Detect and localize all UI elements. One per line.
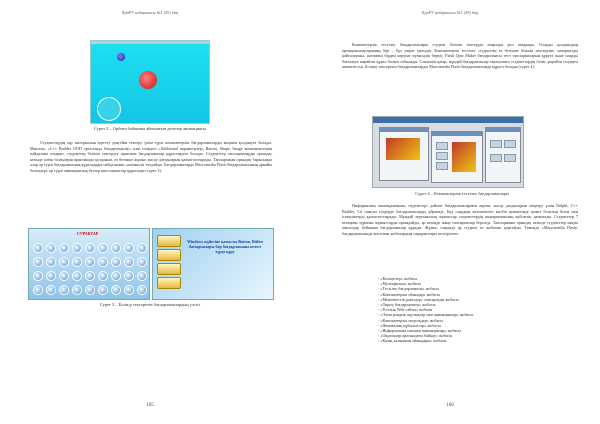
list-item: - «Тестілеу бағдарламасы» жобасы bbox=[378, 286, 578, 291]
menu-bar bbox=[373, 117, 523, 123]
project-list bbox=[378, 276, 578, 344]
control-button[interactable] bbox=[157, 277, 181, 289]
orbit-animation-figure bbox=[90, 40, 210, 124]
orbit-ring-shape bbox=[97, 97, 121, 121]
right-paragraph-1 bbox=[342, 42, 578, 70]
windows-panel-text: Windows жүйесіне қатысты Button, Bitbtn батырмалары бар бағдарламаны келесі түрде құру bbox=[187, 239, 263, 254]
quiz-button[interactable] bbox=[111, 243, 121, 253]
page-number: 166 bbox=[446, 403, 454, 408]
option-button[interactable] bbox=[490, 140, 502, 148]
quiz-button[interactable] bbox=[124, 271, 134, 281]
right-paragraph-2 bbox=[342, 203, 578, 237]
list-item: - «Компьютерлік модельдер» жобасы bbox=[378, 318, 578, 323]
quiz-button[interactable] bbox=[137, 271, 147, 281]
quiz-panel bbox=[28, 228, 150, 300]
quiz-button[interactable] bbox=[46, 271, 56, 281]
list-item: - «Оқушылар арасындағы байқау» жобасы bbox=[378, 333, 578, 338]
running-head: ҚазҰУ хабаршысы №1 (59) бақ bbox=[422, 10, 478, 15]
right-paragraph-1-text: Компьютерлік тестілеу бағдарламалары студент білімін тексеруде маңызды рөл атқарады. Оларды қолданудың артықшылықтарының бірі – бұл уақыт үнемдеу. Компьютерлік тестілеу студенттің өз бетінше білімін тексеруіне, материалды қайталауына, нәтижені бірден көруіне мүмкіндік береді. Flash Quiz Maker бағдарламасы тест тапсырмаларын құруға және оларды бағалауға ыңғайлы құрал болып табылады. Сонымен қатар, мұндай бағдарламалар оқытушыға студенттердің білім деңгейін талдауға көмектеседі. Білімді тексеретін бағдарламаларды Macromedia Flash бағдарламасында құруға болады (сурет 4). bbox=[342, 42, 578, 70]
list-item: - «Оқыту бағдарламасы» жобасы bbox=[378, 302, 578, 307]
quiz-button[interactable] bbox=[72, 257, 82, 267]
quiz-button[interactable] bbox=[124, 257, 134, 267]
option-button[interactable] bbox=[504, 154, 516, 162]
planet-shape bbox=[117, 53, 125, 61]
quiz-button[interactable] bbox=[124, 285, 134, 295]
quiz-button[interactable] bbox=[46, 243, 56, 253]
figure-4-caption: Сурет 4 – Компьютерлік тестілеу бағдарламалары bbox=[415, 191, 509, 196]
app-window bbox=[485, 127, 521, 183]
quiz-button[interactable] bbox=[46, 285, 56, 295]
running-head: ҚазҰУ хабаршысы №1 (59) бақ bbox=[122, 10, 178, 15]
quiz-button[interactable] bbox=[85, 285, 95, 295]
windows-controls-panel bbox=[152, 228, 274, 300]
control-button[interactable] bbox=[157, 235, 181, 247]
quiz-button[interactable] bbox=[33, 257, 43, 267]
right-paragraph-2-text: Информатика мамандығының студенттері дәйекті бағдарламалармен жұмыс жасау дағдыларын меңгеру үшін Delphi, C++ Builder, C# сияқты тілдерде бағдарламалауды үйренеді. Бұл олардың келешектегі кәсіби қызметінде қажет болатын білім мен іскерліктерді қалыптастырады. Мұндай зертханалық жұмыстар студенттердің шығармашылық қабілетін дамытады. Студенттер 7 кезеңнен тұратын жұмыстарды орындайды, әр кезеңде жаңа тапсырмалар беріледі. Тапсырманы орындау кезінде студенттер нақты мысалдар бойынша бағдарламалар құрады. Жұмыс соңында әр студент өз жобасын қорғайды. Төменде «Macromedia Flash» бағдарламасында жасалған жобалардың тақырыптары келтірілген: bbox=[342, 203, 578, 236]
quiz-button[interactable] bbox=[98, 271, 108, 281]
list-item: - «Электрондық оқулықтар мен анимациялар» жобасы bbox=[378, 312, 578, 317]
list-item: - «Қазақ халқының ойындары» жобасы bbox=[378, 338, 578, 343]
window-titlebar bbox=[91, 41, 209, 44]
list-item: - «Мемлекеттік рәміздер» электронды жобасы bbox=[378, 297, 578, 302]
option-button[interactable] bbox=[504, 140, 516, 148]
quiz-button-row bbox=[33, 285, 147, 295]
quiz-button[interactable] bbox=[33, 271, 43, 281]
quiz-button[interactable] bbox=[98, 285, 108, 295]
quiz-button[interactable] bbox=[72, 243, 82, 253]
quiz-button[interactable] bbox=[46, 257, 56, 267]
window-image bbox=[452, 142, 476, 172]
list-item: - «Мультфильм» жобасы bbox=[378, 281, 578, 286]
quiz-button[interactable] bbox=[124, 243, 134, 253]
quiz-button[interactable] bbox=[137, 243, 147, 253]
quiz-button[interactable] bbox=[137, 285, 147, 295]
right-page bbox=[300, 0, 600, 424]
list-item: - «Кольцелер» жобасы bbox=[378, 276, 578, 281]
quiz-button[interactable] bbox=[98, 257, 108, 267]
quiz-button-row bbox=[33, 257, 147, 267]
quiz-button[interactable] bbox=[111, 271, 121, 281]
app-window-header bbox=[432, 132, 482, 136]
control-button[interactable] bbox=[157, 263, 181, 275]
list-item: - «Компьютерлік ойындар» жобасы bbox=[378, 292, 578, 297]
window-image bbox=[386, 138, 420, 160]
quiz-button[interactable] bbox=[98, 243, 108, 253]
app-window bbox=[431, 131, 483, 183]
quiz-button-row bbox=[33, 271, 147, 281]
quiz-button-row bbox=[33, 243, 147, 253]
left-paragraph-text: Студенттердің оқу материалын зерттеу деңгейін тексеру үшін түрлі компьютерлік бағдарламаларды кеңінен қолдануға болады. Мысалы, «С++ Builder ООП ортасында бағдарламалау» пәні ішіндегі «Additional параметрлер» Button, Shape, Image компоненттерін пайдалана отырып, студенттер біліміп тексеруге арналған бағдарламалар құрастыруға болады. Студенттер тапсырмаларды орындау кезінде алған білімдерін практикада қолданып, өз бетінше жұмыс жасау дағдыларын қалыптастырады. Тапсырманы орындау барысында олар әр түрлі бағдарламалық құралдарды пайдаланып, нәтижесін талдайды. Бағдарламаларда Macromedia Flash бағдарламасының арнайы бөлімдері, әр түрлі анимациялық беттер мен сыныптар құрылады (сурет 3). bbox=[30, 140, 272, 173]
option-button[interactable] bbox=[490, 154, 502, 162]
quiz-button[interactable] bbox=[111, 285, 121, 295]
list-item: - «Информатика пәнінен анимациялар» жобасы bbox=[378, 328, 578, 333]
control-button[interactable] bbox=[157, 249, 181, 261]
quiz-button[interactable] bbox=[59, 271, 69, 281]
option-button[interactable] bbox=[436, 162, 448, 170]
figure-2-caption: Сурет 2 – Орбита бойынша айналатын денелер анимациясы bbox=[93, 126, 207, 131]
quiz-button[interactable] bbox=[85, 243, 95, 253]
app-window-header bbox=[486, 128, 520, 132]
quiz-button[interactable] bbox=[111, 257, 121, 267]
sun-shape bbox=[139, 71, 157, 89]
quiz-button[interactable] bbox=[59, 257, 69, 267]
figure-3-images bbox=[28, 228, 272, 298]
option-button[interactable] bbox=[436, 152, 448, 160]
testing-software-screenshot bbox=[372, 116, 524, 188]
quiz-button[interactable] bbox=[59, 285, 69, 295]
quiz-button[interactable] bbox=[59, 243, 69, 253]
figure-3-caption: Сурет 3 – Білімді тексеретін бағдарламалардың үлгісі bbox=[99, 302, 201, 307]
left-paragraph bbox=[30, 140, 272, 174]
quiz-button[interactable] bbox=[33, 285, 43, 295]
list-item: - «Ұлттық Web-сайты» жобасы bbox=[378, 307, 578, 312]
app-window bbox=[379, 127, 429, 181]
quiz-panel-title: СУРАКТАР bbox=[77, 231, 99, 236]
app-window-header bbox=[380, 128, 428, 132]
quiz-button[interactable] bbox=[85, 257, 95, 267]
quiz-button[interactable] bbox=[85, 271, 95, 281]
quiz-button[interactable] bbox=[137, 257, 147, 267]
page-number: 165 bbox=[146, 403, 154, 408]
quiz-button[interactable] bbox=[72, 271, 82, 281]
quiz-button[interactable] bbox=[33, 243, 43, 253]
quiz-button[interactable] bbox=[72, 285, 82, 295]
option-button[interactable] bbox=[436, 142, 448, 150]
list-item: - «Физикалық құбылыстар» жобасы bbox=[378, 323, 578, 328]
